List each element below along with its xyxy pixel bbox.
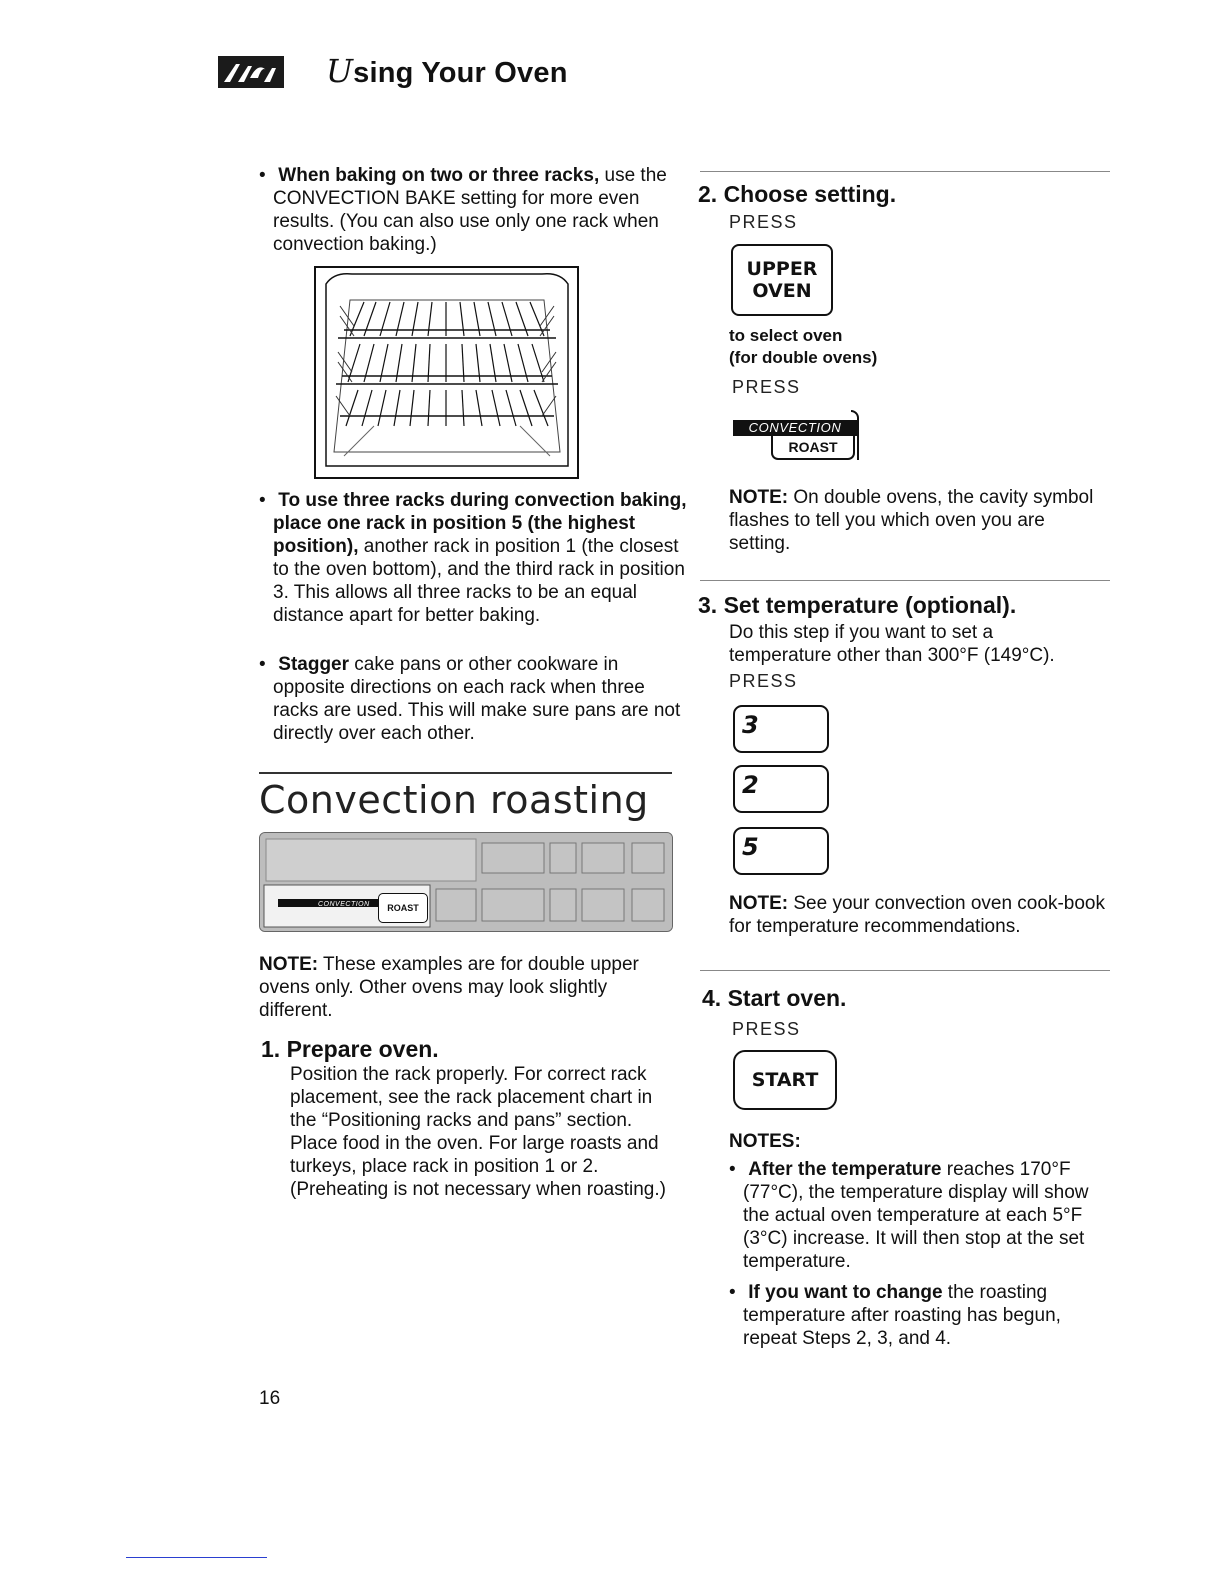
page-header-title: Using Your Oven <box>326 52 568 90</box>
footer-rule <box>126 1557 267 1558</box>
step-3-heading: 3. Set temperature (optional). <box>698 592 1017 618</box>
convection-roast-key <box>733 408 859 462</box>
step-4-note-temperature-display: • After the temperature reaches 170°F (77°C), the temperature display will show the actual oven temperature at each 5°F (3°C) increase. It will then stop at the set temperature. <box>729 1158 1119 1273</box>
step-4-notes-label: NOTES: <box>729 1131 801 1152</box>
panel-roast-key: ROAST <box>378 893 428 923</box>
step-1-body: Position the rack properly. For correct rack placement, see the rack placement chart in the “Positioning racks and pans” section. Place food in the oven. For large roasts and turkeys, place rack in position 1 or 2. (Preheating is not necessary when roasting.) <box>290 1064 666 1200</box>
roast-label: ROAST <box>771 436 855 460</box>
step-2-press-label: PRESS <box>729 212 798 232</box>
number-key-3: 3 <box>733 705 829 753</box>
step-4-note-change-temperature: • If you want to change the roasting temperature after roasting has begun, repeat Steps 2, 3, and 4. <box>729 1281 1119 1350</box>
tip-multiple-racks: • When baking on two or three racks, use the CONVECTION BAKE setting for more even results. (You can also use only one rack when convection baking.) <box>259 164 683 256</box>
section-divider <box>259 772 672 774</box>
tip-stagger-pans: • Stagger cake pans or other cookware in opposite directions on each rack when three racks are used. This will make sure pans are not directly over each other. <box>259 653 683 745</box>
step-2-divider <box>700 171 1110 172</box>
tip-three-racks-positions: • To use three racks during convection baking, place one rack in position 5 (the highest position), another rack in position 1 (the closest to the oven bottom), and the third rack in position 3. This allows all three racks to be an equal distance apart for better baking. <box>259 489 689 627</box>
section-title: Convection roasting <box>259 778 649 822</box>
control-panel-illustration <box>259 832 673 932</box>
page-number: 16 <box>259 1388 281 1409</box>
step-4-press-label: PRESS <box>732 1019 801 1039</box>
step-1-heading: 1. Prepare oven. <box>261 1036 439 1062</box>
key-outline <box>851 410 859 460</box>
number-key-2: 2 <box>733 765 829 813</box>
step-2-caption-double-ovens: (for double ovens) <box>729 348 878 367</box>
panel-convection-label: CONVECTION <box>318 901 370 908</box>
step-2-caption-select-oven: to select oven <box>729 326 843 345</box>
step-3-note: NOTE: See your convection oven cook-book for temperature recommendations. <box>729 893 1105 937</box>
start-key: START <box>733 1050 837 1110</box>
step-4-heading: 4. Start oven. <box>702 985 847 1011</box>
step-2-heading: 2. Choose setting. <box>698 181 897 207</box>
upper-oven-key: UPPER OVEN <box>731 244 833 316</box>
step-3-body: Do this step if you want to set a temperature other than 300°F (149°C). <box>729 622 1055 666</box>
note-double-ovens: NOTE: These examples are for double upper ovens only. Other ovens may look slightly different. <box>259 954 639 1021</box>
step-2-press-label-2: PRESS <box>732 377 801 397</box>
step-3-press-label: PRESS <box>729 671 798 691</box>
step-3-divider <box>700 580 1110 581</box>
convection-label: CONVECTION <box>733 420 857 436</box>
step-2-note: NOTE: On double ovens, the cavity symbol flashes to tell you which oven you are setting. <box>729 487 1094 554</box>
oven-racks-illustration <box>314 266 580 485</box>
number-key-5: 5 <box>733 827 829 875</box>
step-4-divider <box>700 970 1110 971</box>
brand-logo-icon <box>218 56 284 88</box>
